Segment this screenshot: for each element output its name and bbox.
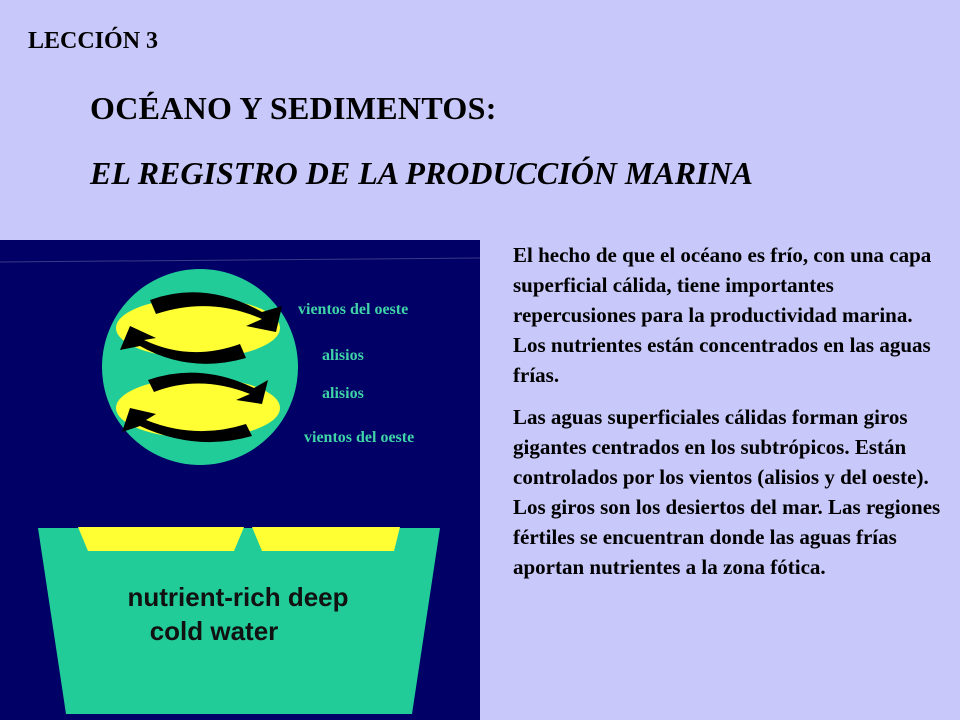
tank-label-line2: cold water — [149, 616, 279, 646]
tank-label-line1: nutrient-rich deep — [127, 582, 349, 612]
warm-layer-right — [252, 527, 400, 551]
paragraph-2: Las aguas superficiales cálidas forman giros gigantes centrados en los subtrópicos. Están controlados por los vientos (alisios y del oeste). Los giros son los desiertos del mar. Las regiones fértiles se encuentran donde las aguas frías aportan nutrientes a la zona fótica. — [513, 405, 941, 579]
warm-layer-left — [78, 527, 244, 551]
scan-line — [0, 258, 480, 262]
label-westerlies-south: vientos del oeste — [304, 429, 415, 446]
page-subtitle: EL REGISTRO DE LA PRODUCCIÓN MARINA — [90, 155, 753, 191]
body-text — [513, 240, 943, 594]
paragraph-1: El hecho de que el océano es frío, con una capa superficial cálida, tiene importantes repercusiones para la productividad marina. Los nutrientes están concentrados en las aguas frías. — [513, 243, 932, 387]
lesson-number: LECCIÓN 3 — [28, 28, 159, 54]
gyre-diagram-svg — [0, 240, 480, 720]
southern-gyre — [116, 378, 280, 438]
page-title: OCÉANO Y SEDIMENTOS: — [90, 90, 497, 126]
label-trades-north: alisios — [322, 347, 364, 364]
label-westerlies-north: vientos del oeste — [298, 301, 409, 318]
gyre-diagram — [0, 240, 480, 720]
northern-gyre — [116, 298, 280, 358]
label-trades-south: alisios — [322, 385, 364, 402]
